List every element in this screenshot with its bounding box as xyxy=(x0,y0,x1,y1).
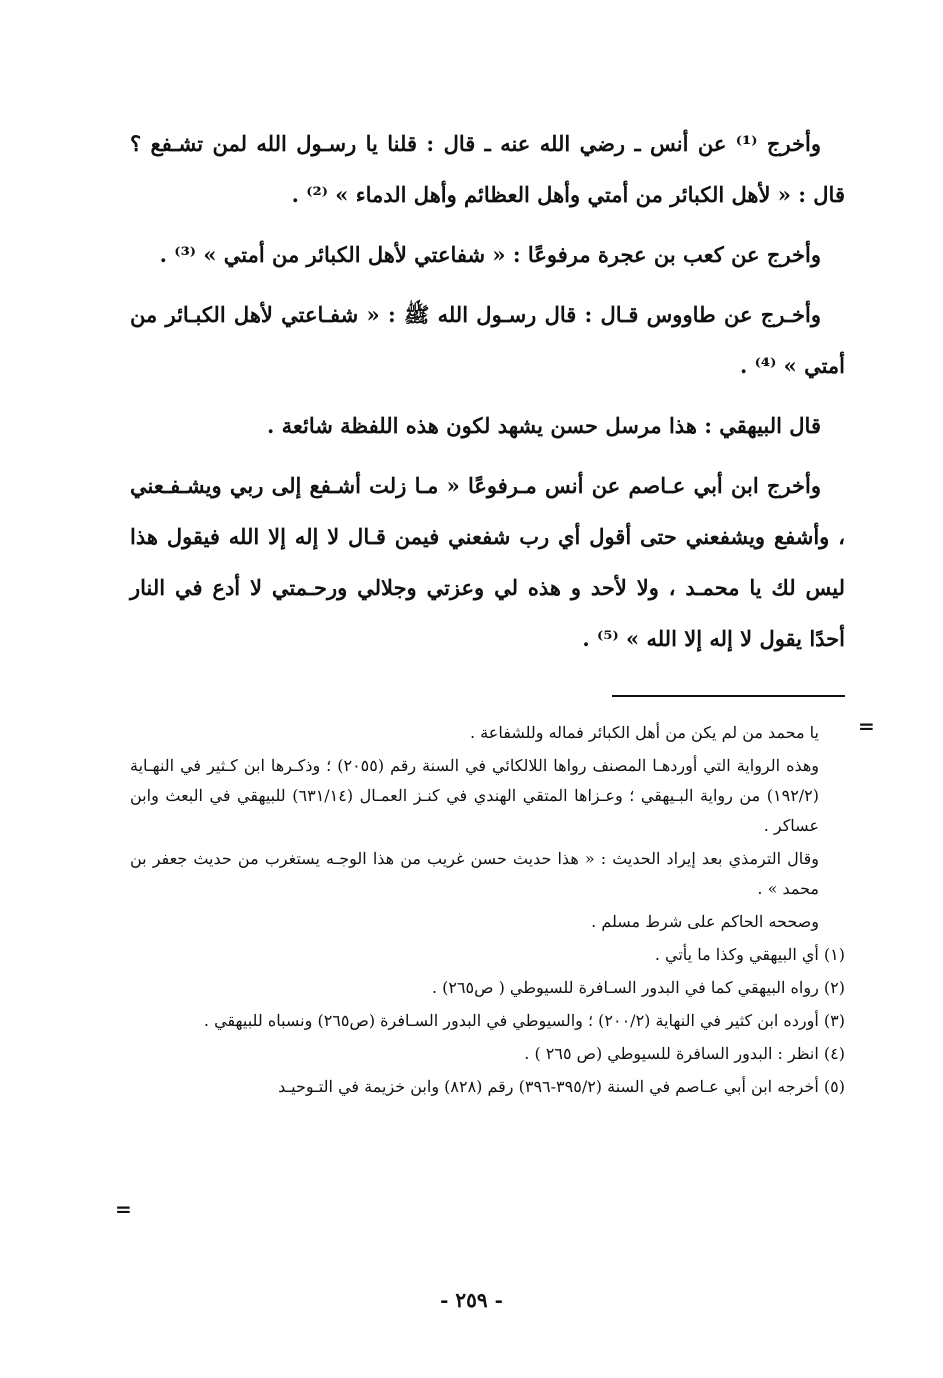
footnote-1: (١) أي البيهقي وكذا ما يأتي . xyxy=(654,945,845,964)
paragraph-ibn-abi-asim-hadith: وأخرج ابن أبي عـاصم عن أنس مـرفوعًا « مـا زلت أشـفع إلى ربي ويشـفـعني ، وأشفع ويشفعني حتى أقول أي رب شفعني فيمن قـال لا إله إلا الله فيقول هذا ليس لك يا محمـد ، ولا لأحد و هذه لي وعزتي وجلالي ورحـمتي لا أدع في النار أحدًا يقول لا إله إلا الله » ⁽⁵⁾ . xyxy=(130,473,845,651)
footnotes xyxy=(130,718,845,1105)
footnote-4: (٤) انظر : البدور السافرة للسيوطي (ص ٢٦٥ ) . xyxy=(524,1044,845,1063)
page-number: - ٢٥٩ - xyxy=(440,1288,503,1312)
footnote-3: (٣) أورده ابن كثير في النهاية (٢٠٠/٢) ؛ والسيوطي في البدور السـافرة (ص٢٦٥) ونسباه للبيهقي . xyxy=(203,1011,845,1030)
footnote-continued-line: وقال الترمذي بعد إيراد الحديث : « هذا حديث حسن غريب من هذا الوجـه يستغرب من حديث جعفر بن محمد » . xyxy=(130,849,819,898)
footnote-continuation-mark: = xyxy=(858,714,875,738)
paragraph-tawus-hadith: وأخـرج عن طاووس قـال : قال رسـول الله ﷺ : « شفـاعتي لأهل الكبـائر من أمتي » ⁽⁴⁾ . xyxy=(130,302,845,378)
paragraph-anas-hadith: وأخرج ⁽¹⁾ عن أنس ـ رضي الله عنه ـ قال : قلنا يا رسـول الله لمن تشـفع ؟ قال : « لأهل الكبائر من أمتي وأهل العظائم وأهل الدماء » ⁽²⁾ . xyxy=(130,131,845,207)
footnote-separator xyxy=(612,695,845,697)
footnote-5: (٥) أخرجه ابن أبي عـاصم في السنة (٣٩٥/٢-٣٩٦) رقم (٨٢٨) وابن خزيمة في التـوحيـد xyxy=(278,1077,845,1096)
footnote-continued-line: وصححه الحاكم على شرط مسلم . xyxy=(591,912,819,931)
main-text xyxy=(130,118,845,673)
footnote-continued-line: يا محمد من لم يكن من أهل الكبائر فماله وللشفاعة . xyxy=(470,723,819,742)
footnote-trailing-mark: = xyxy=(115,1197,132,1221)
footnote-2: (٢) رواه البيهقي كما في البدور السـافرة للسيوطي ( ص٢٦٥) . xyxy=(431,978,845,997)
paragraph-kaab-hadith: وأخرج عن كعب بن عجرة مرفوعًا : « شفاعتي لأهل الكبائر من أمتي » ⁽³⁾ . xyxy=(159,242,821,267)
paragraph-bayhaqi-comment: قال البيهقي : هذا مرسل حسن يشهد لكون هذه اللفظة شائعة . xyxy=(266,413,821,438)
footnote-continued-line: وهذه الرواية التي أوردهـا المصنف رواها اللالكائي في السنة رقم (٢٠٥٥) ؛ وذكـرها ابن كـثير في النهـاية (١٩٢/٢) من رواية البـيهقي ؛ وعـزاها المتقي الهندي في كنـز العمـال (٦٣١/١٤) للبيهقي في البعث وابن عساكر . xyxy=(130,756,820,835)
